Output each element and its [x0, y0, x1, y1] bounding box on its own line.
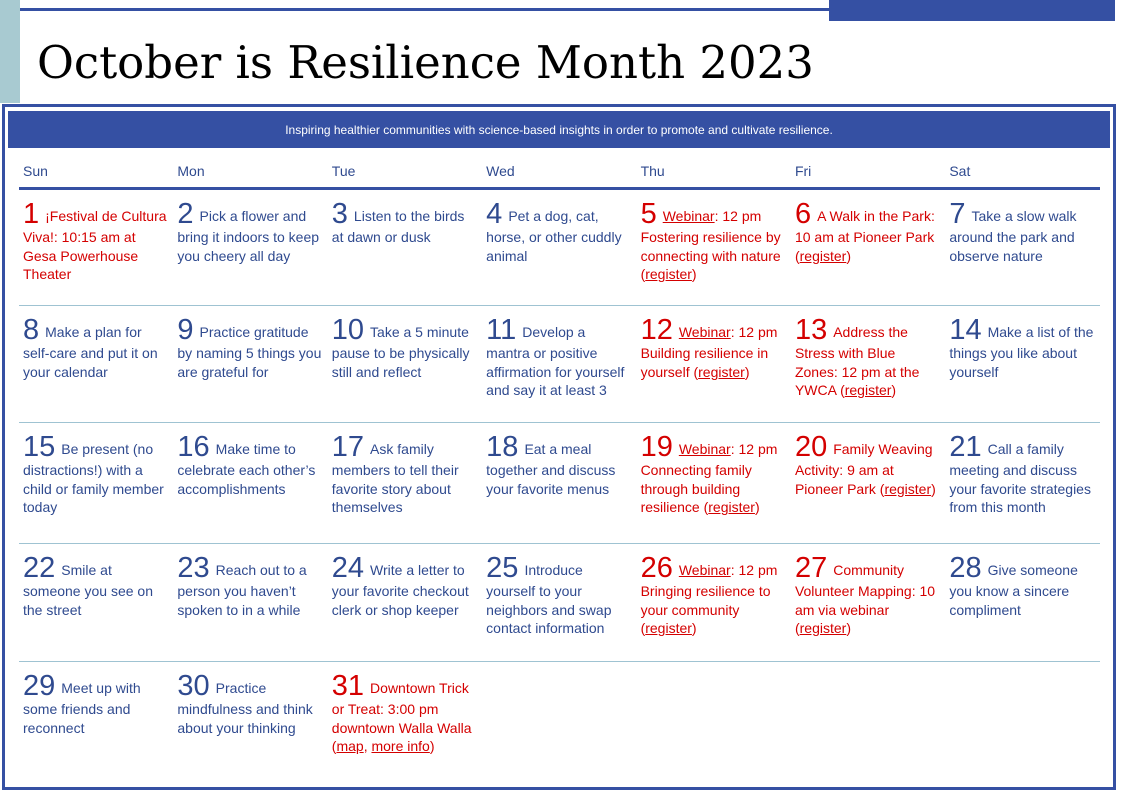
webinar-link[interactable]: Webinar	[678, 324, 731, 340]
week-row	[19, 544, 1100, 662]
closing-paren: )	[846, 620, 851, 636]
day-cell-22	[19, 544, 173, 661]
day-number: 7	[949, 198, 966, 230]
day-cell-21	[945, 423, 1099, 543]
day-activity-text: Take a 5 minute pause to be physically still and reflect	[331, 324, 470, 380]
day-number: 19	[640, 431, 673, 463]
day-cell-24	[328, 544, 482, 661]
day-activity-text: Practice gratitude by naming 5 things you are grateful for	[177, 324, 322, 380]
day-cell-1	[19, 190, 173, 305]
day-activity-text: : 12 pm Bringing resilience to your community (	[640, 562, 778, 636]
weekday-sun: Sun	[23, 163, 48, 179]
register-link[interactable]: register	[799, 247, 847, 264]
day-activity-text: Community Volunteer Mapping: 10 am via webinar (	[794, 562, 936, 636]
day-activity-text: Take a slow walk around the park and observe nature	[949, 208, 1077, 264]
day-activity-text: Pet a dog, cat, horse, or other cuddly animal	[486, 208, 622, 264]
day-number: 27	[794, 552, 828, 584]
closing-paren: )	[846, 247, 851, 264]
day-cell-27	[791, 544, 945, 661]
day-number: 26	[640, 552, 673, 584]
closing-paren: )	[754, 499, 760, 515]
week-row	[19, 190, 1100, 306]
closing-paren: )	[931, 480, 936, 497]
day-cell-19	[637, 423, 791, 543]
page-title: October is Resilience Month 2023	[37, 36, 814, 89]
webinar-link[interactable]: Webinar	[662, 208, 715, 224]
day-number: 30	[177, 670, 210, 702]
empty-day-cell	[791, 662, 945, 764]
day-activity-text: Address the Stress with Blue Zones: 12 pm at the YWCA (	[794, 324, 920, 398]
day-number: 11	[486, 314, 517, 346]
day-number: 25	[486, 552, 519, 584]
day-cell-6	[791, 190, 945, 305]
empty-day-cell	[945, 662, 1099, 764]
separator-text: ,	[363, 738, 372, 754]
more-info-link[interactable]: more info	[371, 738, 430, 754]
day-activity-text: Introduce yourself to your neighbors and swap contact information	[486, 562, 612, 636]
day-cell-25	[482, 544, 636, 661]
day-number: 31	[331, 670, 365, 702]
day-cell-16	[173, 423, 327, 543]
day-activity-text: Give someone you know a sincere compliment	[949, 562, 1078, 618]
day-cell-9	[173, 306, 327, 422]
left-accent-bar	[0, 0, 20, 103]
day-number: 29	[23, 670, 56, 702]
day-cell-5	[637, 190, 791, 305]
week-row	[19, 662, 1100, 764]
closing-paren: )	[691, 620, 697, 636]
register-link[interactable]: register	[698, 363, 745, 380]
day-cell-13	[791, 306, 945, 422]
day-activity-text: Meet up with some friends and reconnect	[23, 680, 141, 736]
day-activity-text: Make a list of the things you like about yourself	[949, 324, 1094, 380]
register-link[interactable]: register	[708, 499, 755, 515]
empty-day-cell	[637, 662, 791, 764]
subtitle-banner: Inspiring healthier communities with science-based insights in order to promote and cultivate resilience.	[8, 111, 1110, 148]
day-number: 1	[23, 198, 40, 230]
day-number: 21	[949, 431, 982, 463]
day-number: 20	[794, 431, 828, 463]
day-activity-text: Develop a mantra or positive affirmation for yourself and say it at least 3	[486, 324, 625, 398]
day-number: 22	[23, 552, 56, 584]
closing-paren: )	[691, 266, 697, 282]
day-number: 9	[177, 314, 194, 346]
day-activity-text: Make time to celebrate each other’s accomplishments	[177, 441, 316, 497]
day-number: 17	[331, 431, 365, 463]
day-number: 3	[331, 198, 348, 230]
day-activity-text: Family Weaving Activity: 9 am at Pioneer Park (	[794, 441, 933, 497]
weekday-tue: Tue	[331, 163, 356, 179]
weekday-fri: Fri	[794, 163, 812, 179]
day-number: 15	[23, 431, 56, 463]
register-link[interactable]: register	[645, 266, 692, 282]
week-row	[19, 306, 1100, 423]
day-number: 6	[794, 198, 812, 230]
day-activity-text: Downtown Trick or Treat: 3:00 pm downtown Walla Walla (	[331, 680, 472, 754]
day-activity-text: A Walk in the Park: 10 am at Pioneer Park (	[794, 208, 935, 264]
day-activity-text: Eat a meal together and discuss your favorite menus	[486, 441, 616, 497]
day-cell-23	[173, 544, 327, 661]
day-activity-text: Practice mindfulness and think about your thinking	[177, 680, 313, 736]
closing-paren: )	[744, 363, 750, 380]
day-activity-text: Call a family meeting and discuss your favorite strategies from this month	[949, 441, 1091, 515]
calendar-grid	[19, 153, 1100, 764]
weekday-sat: Sat	[949, 163, 971, 179]
webinar-link[interactable]: Webinar	[678, 562, 731, 578]
day-cell-15	[19, 423, 173, 543]
day-number: 10	[331, 314, 365, 346]
day-number: 2	[177, 198, 194, 230]
day-cell-14	[945, 306, 1099, 422]
day-number: 4	[486, 198, 503, 230]
day-cell-12	[637, 306, 791, 422]
day-cell-26	[637, 544, 791, 661]
top-rule	[20, 8, 829, 11]
day-number: 16	[177, 431, 210, 463]
day-activity-text: Make a plan for self-care and put it on your calendar	[23, 324, 158, 380]
corner-accent-block	[829, 0, 1115, 21]
day-activity-text: : 12 pm Fostering resilience by connecting with nature (	[640, 208, 781, 282]
day-activity-text: Ask family members to tell their favorite story about themselves	[331, 441, 459, 515]
day-activity-text: Write a letter to your favorite checkout clerk or shop keeper	[331, 562, 469, 618]
register-link[interactable]: register	[799, 620, 847, 636]
day-activity-text: Smile at someone you see on the street	[23, 562, 153, 618]
day-number: 8	[23, 314, 40, 346]
weekday-thu: Thu	[640, 163, 665, 179]
day-cell-4	[482, 190, 636, 305]
day-number: 5	[640, 198, 657, 230]
week-row	[19, 423, 1100, 544]
day-activity-text: Be present (no distractions!) with a child or family member today	[23, 441, 164, 515]
day-activity-text: ¡Festival de Cultura Viva!: 10:15 am at Gesa Powerhouse Theater	[23, 208, 167, 282]
day-number: 13	[794, 314, 828, 346]
day-cell-7	[945, 190, 1099, 305]
day-activity-text: : 12 pm Building resilience in yourself (	[640, 324, 778, 380]
closing-paren: )	[891, 382, 897, 398]
day-cell-2	[173, 190, 327, 305]
day-cell-28	[945, 544, 1099, 661]
day-cell-18	[482, 423, 636, 543]
closing-paren: )	[429, 738, 435, 754]
weekday-wed: Wed	[486, 163, 515, 179]
register-link[interactable]: register	[844, 382, 892, 398]
map-link[interactable]: map	[336, 738, 364, 754]
day-number: 12	[640, 314, 673, 346]
empty-day-cell	[482, 662, 636, 764]
day-activity-text: : 12 pm Connecting family through building resilience (	[640, 441, 778, 515]
calendar-frame	[2, 104, 1116, 790]
register-link[interactable]: register	[884, 480, 932, 497]
day-cell-20	[791, 423, 945, 543]
day-number: 28	[949, 552, 982, 584]
day-cell-8	[19, 306, 173, 422]
weekday-header-row	[19, 153, 1100, 190]
day-number: 24	[331, 552, 365, 584]
day-number: 14	[949, 314, 982, 346]
day-cell-30	[173, 662, 327, 764]
webinar-link[interactable]: Webinar	[678, 441, 731, 457]
day-activity-text: Listen to the birds at dawn or dusk	[331, 208, 465, 245]
day-cell-29	[19, 662, 173, 764]
day-activity-text: Pick a flower and bring it indoors to keep you cheery all day	[177, 208, 320, 264]
day-number: 18	[486, 431, 519, 463]
day-activity-text: Reach out to a person you haven’t spoken to in a while	[177, 562, 307, 618]
day-number: 23	[177, 552, 210, 584]
day-cell-3	[328, 190, 482, 305]
day-cell-17	[328, 423, 482, 543]
weekday-mon: Mon	[177, 163, 205, 179]
register-link[interactable]: register	[645, 620, 692, 636]
day-cell-10	[328, 306, 482, 422]
day-cell-11	[482, 306, 636, 422]
day-cell-31	[328, 662, 482, 764]
